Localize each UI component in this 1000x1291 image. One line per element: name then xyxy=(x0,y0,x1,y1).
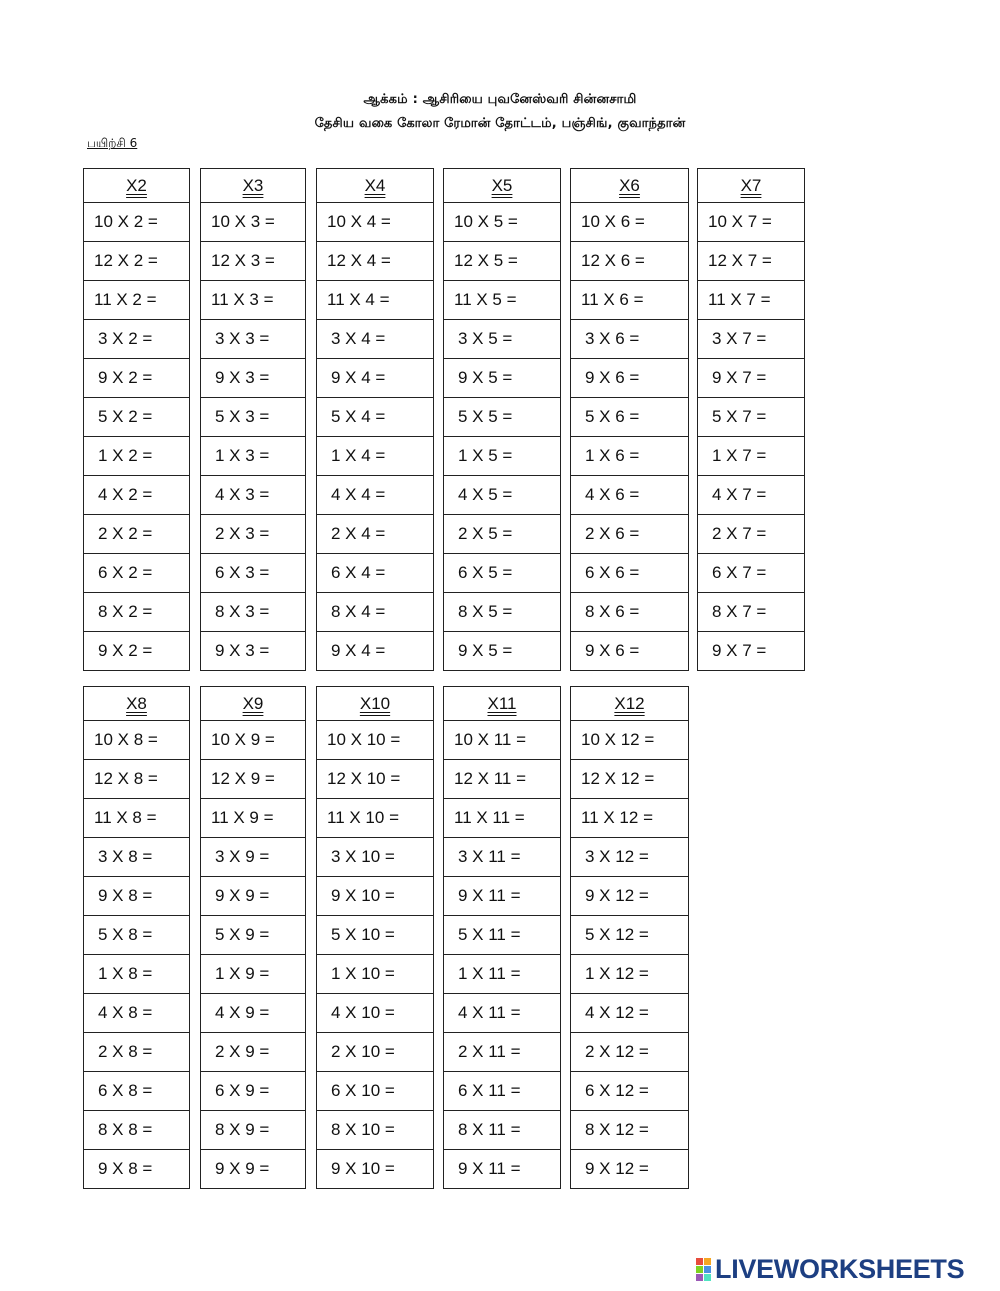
equation-cell[interactable]: 10 X 12 = xyxy=(571,721,688,760)
equation-cell[interactable]: 5 X 10 = xyxy=(317,916,433,955)
equation-cell[interactable]: 8 X 2 = xyxy=(84,593,189,632)
equation-cell[interactable]: 9 X 8 = xyxy=(84,1150,189,1189)
equation-cell[interactable]: 2 X 5 = xyxy=(444,515,560,554)
equation-cell[interactable]: 6 X 7 = xyxy=(698,554,804,593)
equation-cell[interactable]: 6 X 5 = xyxy=(444,554,560,593)
times-table-x11 xyxy=(443,686,561,1189)
logo-square xyxy=(704,1258,711,1265)
equation-cell[interactable]: 4 X 7 = xyxy=(698,476,804,515)
table-title-text: X4 xyxy=(364,176,386,195)
times-table-x12 xyxy=(570,686,689,1189)
equation-cell[interactable]: 10 X 7 = xyxy=(698,203,804,242)
table-title xyxy=(571,687,688,721)
table-title-text: X11 xyxy=(487,694,517,713)
table-title-text: X2 xyxy=(126,176,147,195)
equation-cell[interactable]: 11 X 4 = xyxy=(317,281,433,320)
liveworksheets-logo-icon xyxy=(696,1258,711,1281)
equation-cell[interactable]: 10 X 9 = xyxy=(201,721,305,760)
equation-cell[interactable]: 9 X 6 = xyxy=(571,359,688,398)
equation-cell[interactable]: 4 X 3 = xyxy=(201,476,305,515)
exercise-label: பயிற்சி 6 xyxy=(87,136,138,150)
equation-cell[interactable]: 6 X 8 = xyxy=(84,1072,189,1111)
equation-cell[interactable]: 8 X 8 = xyxy=(84,1111,189,1150)
equation-cell[interactable]: 10 X 8 = xyxy=(84,721,189,760)
equation-cell[interactable]: 6 X 2 = xyxy=(84,554,189,593)
equation-cell[interactable]: 2 X 9 = xyxy=(201,1033,305,1072)
equation-cell[interactable]: 4 X 2 = xyxy=(84,476,189,515)
equation-cell[interactable]: 6 X 3 = xyxy=(201,554,305,593)
equation-cell[interactable]: 11 X 11 = xyxy=(444,799,560,838)
equation-cell[interactable]: 1 X 5 = xyxy=(444,437,560,476)
equation-cell[interactable]: 2 X 6 = xyxy=(571,515,688,554)
equation-cell[interactable]: 8 X 9 = xyxy=(201,1111,305,1150)
equation-cell[interactable]: 1 X 6 = xyxy=(571,437,688,476)
equation-cell[interactable]: 5 X 12 = xyxy=(571,916,688,955)
logo-square xyxy=(704,1266,711,1273)
equation-cell[interactable]: 11 X 3 = xyxy=(201,281,305,320)
equation-cell[interactable]: 2 X 12 = xyxy=(571,1033,688,1072)
equation-cell[interactable]: 8 X 4 = xyxy=(317,593,433,632)
equation-cell[interactable]: 9 X 2 = xyxy=(84,632,189,671)
liveworksheets-brand xyxy=(696,1254,964,1284)
equation-cell[interactable]: 9 X 2 = xyxy=(84,359,189,398)
equation-cell[interactable]: 6 X 10 = xyxy=(317,1072,433,1111)
table-title-text: X10 xyxy=(359,694,391,713)
table-title xyxy=(444,169,560,203)
equation-cell[interactable]: 3 X 9 = xyxy=(201,838,305,877)
equation-cell[interactable]: 6 X 9 = xyxy=(201,1072,305,1111)
equation-cell[interactable]: 12 X 4 = xyxy=(317,242,433,281)
equation-cell[interactable]: 10 X 10 = xyxy=(317,721,433,760)
equation-cell[interactable]: 1 X 9 = xyxy=(201,955,305,994)
equation-cell[interactable]: 11 X 5 = xyxy=(444,281,560,320)
equation-cell[interactable]: 9 X 10 = xyxy=(317,1150,433,1189)
equation-cell[interactable]: 11 X 8 = xyxy=(84,799,189,838)
equation-cell[interactable]: 3 X 10 = xyxy=(317,838,433,877)
equation-cell[interactable]: 3 X 3 = xyxy=(201,320,305,359)
equation-cell[interactable]: 8 X 10 = xyxy=(317,1111,433,1150)
equation-cell[interactable]: 3 X 12 = xyxy=(571,838,688,877)
equation-cell[interactable]: 6 X 12 = xyxy=(571,1072,688,1111)
equation-cell[interactable]: 8 X 3 = xyxy=(201,593,305,632)
equation-cell[interactable]: 4 X 6 = xyxy=(571,476,688,515)
equation-cell[interactable]: 1 X 2 = xyxy=(84,437,189,476)
logo-square xyxy=(696,1258,703,1265)
equation-cell[interactable]: 1 X 7 = xyxy=(698,437,804,476)
equation-cell[interactable]: 11 X 10 = xyxy=(317,799,433,838)
equation-cell[interactable]: 8 X 6 = xyxy=(571,593,688,632)
equation-cell[interactable]: 3 X 2 = xyxy=(84,320,189,359)
equation-cell[interactable]: 5 X 4 = xyxy=(317,398,433,437)
equation-cell[interactable]: 1 X 3 = xyxy=(201,437,305,476)
equation-cell[interactable]: 10 X 5 = xyxy=(444,203,560,242)
author-line: ஆக்கம் : ஆசிரியை புவனேஸ்வரி சின்னசாமி xyxy=(363,92,637,107)
equation-cell[interactable]: 9 X 9 = xyxy=(201,1150,305,1189)
equation-cell[interactable]: 9 X 7 = xyxy=(698,359,804,398)
equation-cell[interactable]: 3 X 4 = xyxy=(317,320,433,359)
equation-cell[interactable]: 12 X 5 = xyxy=(444,242,560,281)
times-table-x9 xyxy=(200,686,306,1189)
equation-cell[interactable]: 3 X 11 = xyxy=(444,838,560,877)
equation-cell[interactable]: 11 X 6 = xyxy=(571,281,688,320)
table-title xyxy=(84,169,189,203)
logo-square xyxy=(704,1274,711,1281)
equation-cell[interactable]: 2 X 10 = xyxy=(317,1033,433,1072)
equation-cell[interactable]: 4 X 11 = xyxy=(444,994,560,1033)
equation-cell[interactable]: 11 X 9 = xyxy=(201,799,305,838)
equation-cell[interactable]: 2 X 7 = xyxy=(698,515,804,554)
equation-cell[interactable]: 9 X 5 = xyxy=(444,359,560,398)
equation-cell[interactable]: 9 X 5 = xyxy=(444,632,560,671)
equation-cell[interactable]: 12 X 7 = xyxy=(698,242,804,281)
equation-cell[interactable]: 8 X 12 = xyxy=(571,1111,688,1150)
table-title xyxy=(444,687,560,721)
table-title-text: X12 xyxy=(614,694,645,713)
table-title xyxy=(201,687,305,721)
equation-cell[interactable]: 2 X 2 = xyxy=(84,515,189,554)
equation-cell[interactable]: 5 X 9 = xyxy=(201,916,305,955)
equation-cell[interactable]: 10 X 11 = xyxy=(444,721,560,760)
table-title xyxy=(201,169,305,203)
equation-cell[interactable]: 10 X 4 = xyxy=(317,203,433,242)
equation-cell[interactable]: 2 X 11 = xyxy=(444,1033,560,1072)
times-table-x3 xyxy=(200,168,306,671)
equation-cell[interactable]: 5 X 7 = xyxy=(698,398,804,437)
table-title xyxy=(317,169,433,203)
equation-cell[interactable]: 1 X 4 = xyxy=(317,437,433,476)
equation-cell[interactable]: 8 X 5 = xyxy=(444,593,560,632)
logo-square xyxy=(696,1274,703,1281)
equation-cell[interactable]: 9 X 4 = xyxy=(317,359,433,398)
equation-cell[interactable]: 4 X 5 = xyxy=(444,476,560,515)
table-title xyxy=(317,687,433,721)
equation-cell[interactable]: 8 X 7 = xyxy=(698,593,804,632)
equation-cell[interactable]: 1 X 12 = xyxy=(571,955,688,994)
equation-cell[interactable]: 10 X 2 = xyxy=(84,203,189,242)
equation-cell[interactable]: 5 X 5 = xyxy=(444,398,560,437)
equation-cell[interactable]: 5 X 8 = xyxy=(84,916,189,955)
equation-cell[interactable]: 12 X 8 = xyxy=(84,760,189,799)
equation-cell[interactable]: 9 X 9 = xyxy=(201,877,305,916)
equation-cell[interactable]: 6 X 6 = xyxy=(571,554,688,593)
equation-cell[interactable]: 6 X 11 = xyxy=(444,1072,560,1111)
equation-cell[interactable]: 12 X 9 = xyxy=(201,760,305,799)
table-title xyxy=(698,169,804,203)
equation-cell[interactable]: 5 X 2 = xyxy=(84,398,189,437)
equation-cell[interactable]: 4 X 9 = xyxy=(201,994,305,1033)
equation-cell[interactable]: 10 X 3 = xyxy=(201,203,305,242)
times-table-x8 xyxy=(83,686,190,1189)
equation-cell[interactable]: 4 X 12 = xyxy=(571,994,688,1033)
equation-cell[interactable]: 2 X 4 = xyxy=(317,515,433,554)
equation-cell[interactable]: 11 X 2 = xyxy=(84,281,189,320)
times-table-x5 xyxy=(443,168,561,671)
equation-cell[interactable]: 12 X 11 = xyxy=(444,760,560,799)
equation-cell[interactable]: 3 X 7 = xyxy=(698,320,804,359)
equation-cell[interactable]: 12 X 10 = xyxy=(317,760,433,799)
brand-text: LIVEWORKSHEETS xyxy=(715,1253,965,1284)
equation-cell[interactable]: 9 X 12 = xyxy=(571,1150,688,1189)
equation-cell[interactable]: 2 X 3 = xyxy=(201,515,305,554)
equation-cell[interactable]: 9 X 3 = xyxy=(201,359,305,398)
equation-cell[interactable]: 3 X 5 = xyxy=(444,320,560,359)
equation-cell[interactable]: 9 X 4 = xyxy=(317,632,433,671)
equation-cell[interactable]: 1 X 11 = xyxy=(444,955,560,994)
table-title xyxy=(571,169,688,203)
equation-cell[interactable]: 12 X 12 = xyxy=(571,760,688,799)
equation-cell[interactable]: 9 X 11 = xyxy=(444,1150,560,1189)
equation-cell[interactable]: 9 X 8 = xyxy=(84,877,189,916)
table-title xyxy=(84,687,189,721)
equation-cell[interactable]: 5 X 11 = xyxy=(444,916,560,955)
equation-cell[interactable]: 8 X 11 = xyxy=(444,1111,560,1150)
equation-cell[interactable]: 9 X 3 = xyxy=(201,632,305,671)
table-title-text: X9 xyxy=(242,694,264,713)
school-line: தேசிய வகை கோலா ரேமான் தோட்டம், பஞ்சிங், குவாந்தான் xyxy=(314,116,686,131)
equation-cell[interactable]: 3 X 6 = xyxy=(571,320,688,359)
equation-cell[interactable]: 1 X 10 = xyxy=(317,955,433,994)
equation-cell[interactable]: 4 X 8 = xyxy=(84,994,189,1033)
equation-cell[interactable]: 4 X 4 = xyxy=(317,476,433,515)
equation-cell[interactable]: 4 X 10 = xyxy=(317,994,433,1033)
equation-cell[interactable]: 12 X 3 = xyxy=(201,242,305,281)
equation-cell[interactable]: 11 X 7 = xyxy=(698,281,804,320)
times-table-x7 xyxy=(697,168,805,671)
equation-cell[interactable]: 10 X 6 = xyxy=(571,203,688,242)
times-table-x10 xyxy=(316,686,434,1189)
times-table-x6 xyxy=(570,168,689,671)
equation-cell[interactable]: 3 X 8 = xyxy=(84,838,189,877)
table-title-text: X8 xyxy=(126,694,147,713)
table-title-text: X7 xyxy=(740,176,762,195)
equation-cell[interactable]: 9 X 12 = xyxy=(571,877,688,916)
times-table-x4 xyxy=(316,168,434,671)
equation-cell[interactable]: 1 X 8 = xyxy=(84,955,189,994)
equation-cell[interactable]: 9 X 7 = xyxy=(698,632,804,671)
equation-cell[interactable]: 6 X 4 = xyxy=(317,554,433,593)
equation-cell[interactable]: 2 X 8 = xyxy=(84,1033,189,1072)
times-table-x2 xyxy=(83,168,190,671)
equation-cell[interactable]: 11 X 12 = xyxy=(571,799,688,838)
logo-square xyxy=(696,1266,703,1273)
equation-cell[interactable]: 5 X 6 = xyxy=(571,398,688,437)
equation-cell[interactable]: 9 X 11 = xyxy=(444,877,560,916)
equation-cell[interactable]: 12 X 6 = xyxy=(571,242,688,281)
table-title-text: X3 xyxy=(242,176,264,195)
equation-cell[interactable]: 12 X 2 = xyxy=(84,242,189,281)
equation-cell[interactable]: 9 X 10 = xyxy=(317,877,433,916)
table-title-text: X5 xyxy=(491,176,513,195)
equation-cell[interactable]: 9 X 6 = xyxy=(571,632,688,671)
equation-cell[interactable]: 5 X 3 = xyxy=(201,398,305,437)
table-title-text: X6 xyxy=(619,176,640,195)
worksheet-header xyxy=(0,88,1000,136)
